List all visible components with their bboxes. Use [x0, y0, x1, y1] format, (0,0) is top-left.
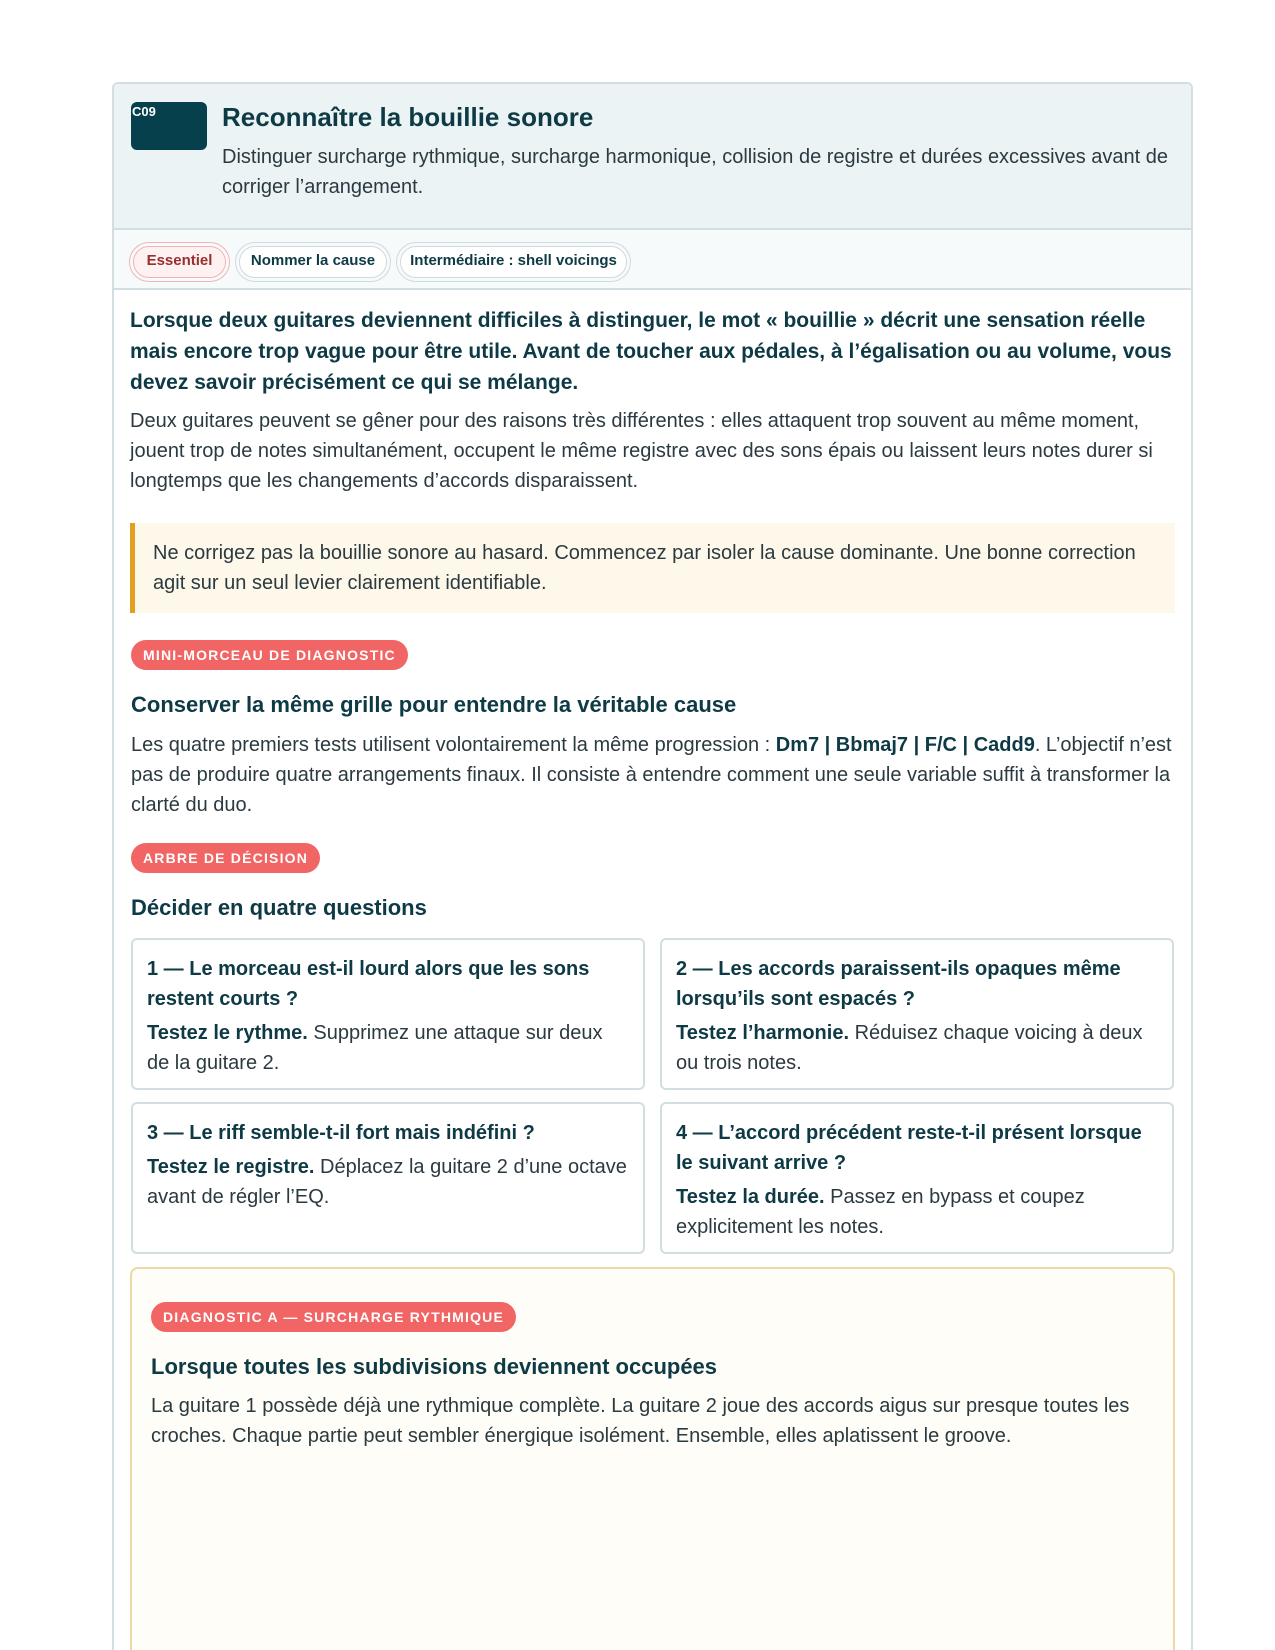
decision-tree-heading: Décider en quatre questions — [131, 895, 427, 920]
mini-piece-text: Les quatre premiers tests utilisent volontairement la même progression : Dm7 | Bbmaj7 | F/C | Cadd9. L’objectif n’est pas de produire quatre arrangements finaux. Il consiste à entendre comment une seule variable suffit à transformer la clarté du duo. — [131, 734, 1172, 816]
decision-tree-pill: ARBRE DE DÉCISION — [131, 843, 320, 873]
question-card-4: 4 — L’accord précédent reste-t-il présent lorsque le suivant arrive ? Testez la durée. Passez en bypass et coupez explicitement les notes. — [660, 1102, 1174, 1254]
intro-lead: Lorsque deux guitares deviennent difficiles à distinguer, le mot « bouillie » décrit une sensation réelle mais encore trop vague pour être utile. Avant de toucher aux pédales, à l’égalisation ou au volume, vous devez savoir précisément ce qui se mélange. — [130, 309, 1172, 394]
lesson-code-badge: C09 — [131, 102, 207, 150]
lesson-subtitle: Distinguer surcharge rythmique, surcharge harmonique, collision de registre et durées excessives avant de corriger l’arrangement. — [222, 146, 1169, 198]
tag-bar — [114, 230, 1191, 290]
question-card-3: 3 — Le riff semble-t-il fort mais indéfini ? Testez le registre. Déplacez la guitare 2 d’une octave avant de régler l’EQ. — [131, 1102, 645, 1254]
diagnostic-a-text: La guitare 1 possède déjà une rythmique complète. La guitare 2 joue des accords aigus sur presque toutes les croches. Chaque partie peut sembler énergique isolément. Ensemble, elles aplatissent le groove. — [151, 1395, 1130, 1447]
chord-progression: Dm7 | Bbmaj7 | F/C | Cadd9 — [775, 734, 1035, 756]
question-card-1: 1 — Le morceau est-il lourd alors que les sons restent courts ? Testez le rythme. Supprimez une attaque sur deux de la guitare 2. — [131, 938, 645, 1090]
lesson-header — [114, 84, 1191, 230]
intro-paragraph: Deux guitares peuvent se gêner pour des raisons très différentes : elles attaquent trop souvent au même moment, jouent trop de notes simultanément, occupent le même registre avec des sons épais ou laissent leurs notes durer si longtemps que les changements d’accords disparaissent. — [130, 410, 1153, 492]
tag-essentiel: Essentiel — [129, 242, 230, 282]
mini-piece-heading: Conserver la même grille pour entendre la véritable cause — [131, 692, 737, 717]
diagnostic-a-heading: Lorsque toutes les subdivisions deviennent occupées — [151, 1354, 718, 1379]
diagnostic-a-panel — [130, 1267, 1175, 1650]
lesson-title: Reconnaître la bouillie sonore — [222, 102, 594, 132]
callout-note: Ne corrigez pas la bouillie sonore au hasard. Commencez par isoler la cause dominante. Une bonne correction agit sur un seul levier clairement identifiable. — [130, 523, 1175, 613]
tag-intermediaire: Intermédiaire : shell voicings — [396, 242, 631, 282]
tag-nommer-la-cause: Nommer la cause — [235, 242, 391, 282]
mini-piece-pill: MINI-MORCEAU DE DIAGNOSTIC — [131, 640, 408, 670]
diagnostic-a-pill: DIAGNOSTIC A — SURCHARGE RYTHMIQUE — [151, 1302, 516, 1332]
question-card-2: 2 — Les accords paraissent-ils opaques même lorsqu’ils sont espacés ? Testez l’harmonie. Réduisez chaque voicing à deux ou trois notes. — [660, 938, 1174, 1090]
